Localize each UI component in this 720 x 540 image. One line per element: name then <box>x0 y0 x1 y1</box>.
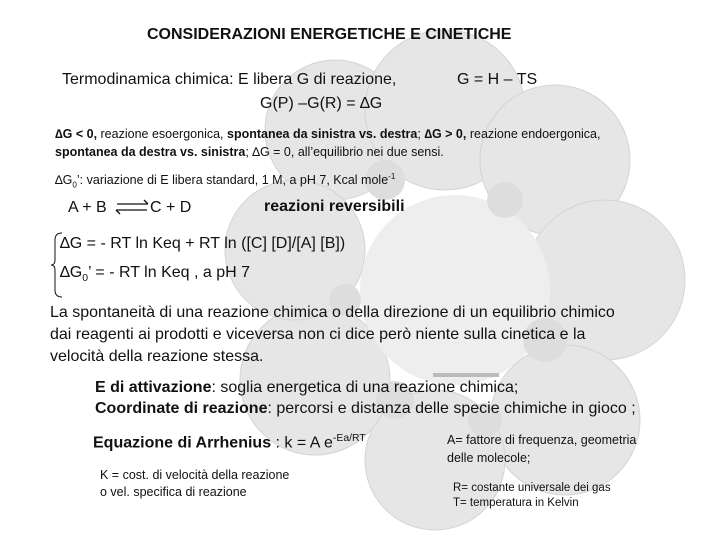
activation-energy-line: E di attivazione: soglia energetica di una reazione chimica; <box>95 379 519 396</box>
spontaneity-line-2: spontanea da destra vs. sinistra; ∆G = 0, all’equilibrio nei due sensi. <box>55 145 444 159</box>
arrhenius-equation: Equazione di Arrhenius : k = A $e^{-Ea/RT}$ <box>93 433 366 452</box>
reaction-products: C + D <box>150 199 192 216</box>
slide-title: CONSIDERAZIONI ENERGETICHE E CINETICHE <box>147 26 512 43</box>
gibbs-definition: G = H – TS <box>457 71 538 88</box>
note-r: R= costante universale dei gas <box>453 482 611 494</box>
delta-g-equation: ∆G = - RT ln Keq + RT ln ([C] [D]/[A] [B]) <box>60 235 346 252</box>
paragraph-line-2: dai reagenti ai prodotti e viceversa non ci dice però niente sulla cinetica e la <box>50 326 586 343</box>
thermodynamics-line: Termodinamica chimica: E libera G di reazione, <box>62 71 397 88</box>
note-t: T= temperatura in Kelvin <box>453 497 579 509</box>
standard-delta-g-equation: $\Delta G_0$’ = - RT ln Keq , a pH 7 <box>60 264 251 285</box>
reaction-reactants: A + B <box>68 199 107 216</box>
paragraph-line-3: velocità della reazione stessa. <box>50 348 264 365</box>
reversible-reactions-label: reazioni reversibili <box>264 198 405 215</box>
delta-g-definition: G(P) –G(R) = ∆G <box>260 95 383 112</box>
note-a-line-1: A= fattore di frequenza, geometria <box>447 433 637 447</box>
spontaneity-line-1: ∆G < 0, reazione esoergonica, spontanea da sinistra vs. destra; ∆G > 0, reazione endoergonica, <box>55 127 601 141</box>
reversible-arrow-icon <box>114 199 150 215</box>
note-k-line-2: o vel. specifica di reazione <box>100 485 247 499</box>
note-a-line-2: delle molecole; <box>447 451 531 465</box>
note-k-line-1: K = cost. di velocità della reazione <box>100 468 290 482</box>
standard-free-energy-note: $\Delta G_0$’: variazione di E libera standard, 1 M, a pH 7, Kcal mole$^{-1}$ <box>55 172 396 190</box>
reaction-coordinates-line: Coordinate di reazione: percorsi e distanza delle specie chimiche in gioco ; <box>95 400 636 417</box>
paragraph-line-1: La spontaneità di una reazione chimica o della direzione di un equilibrio chimico <box>50 304 615 321</box>
decorative-arrow-shape <box>433 373 499 377</box>
